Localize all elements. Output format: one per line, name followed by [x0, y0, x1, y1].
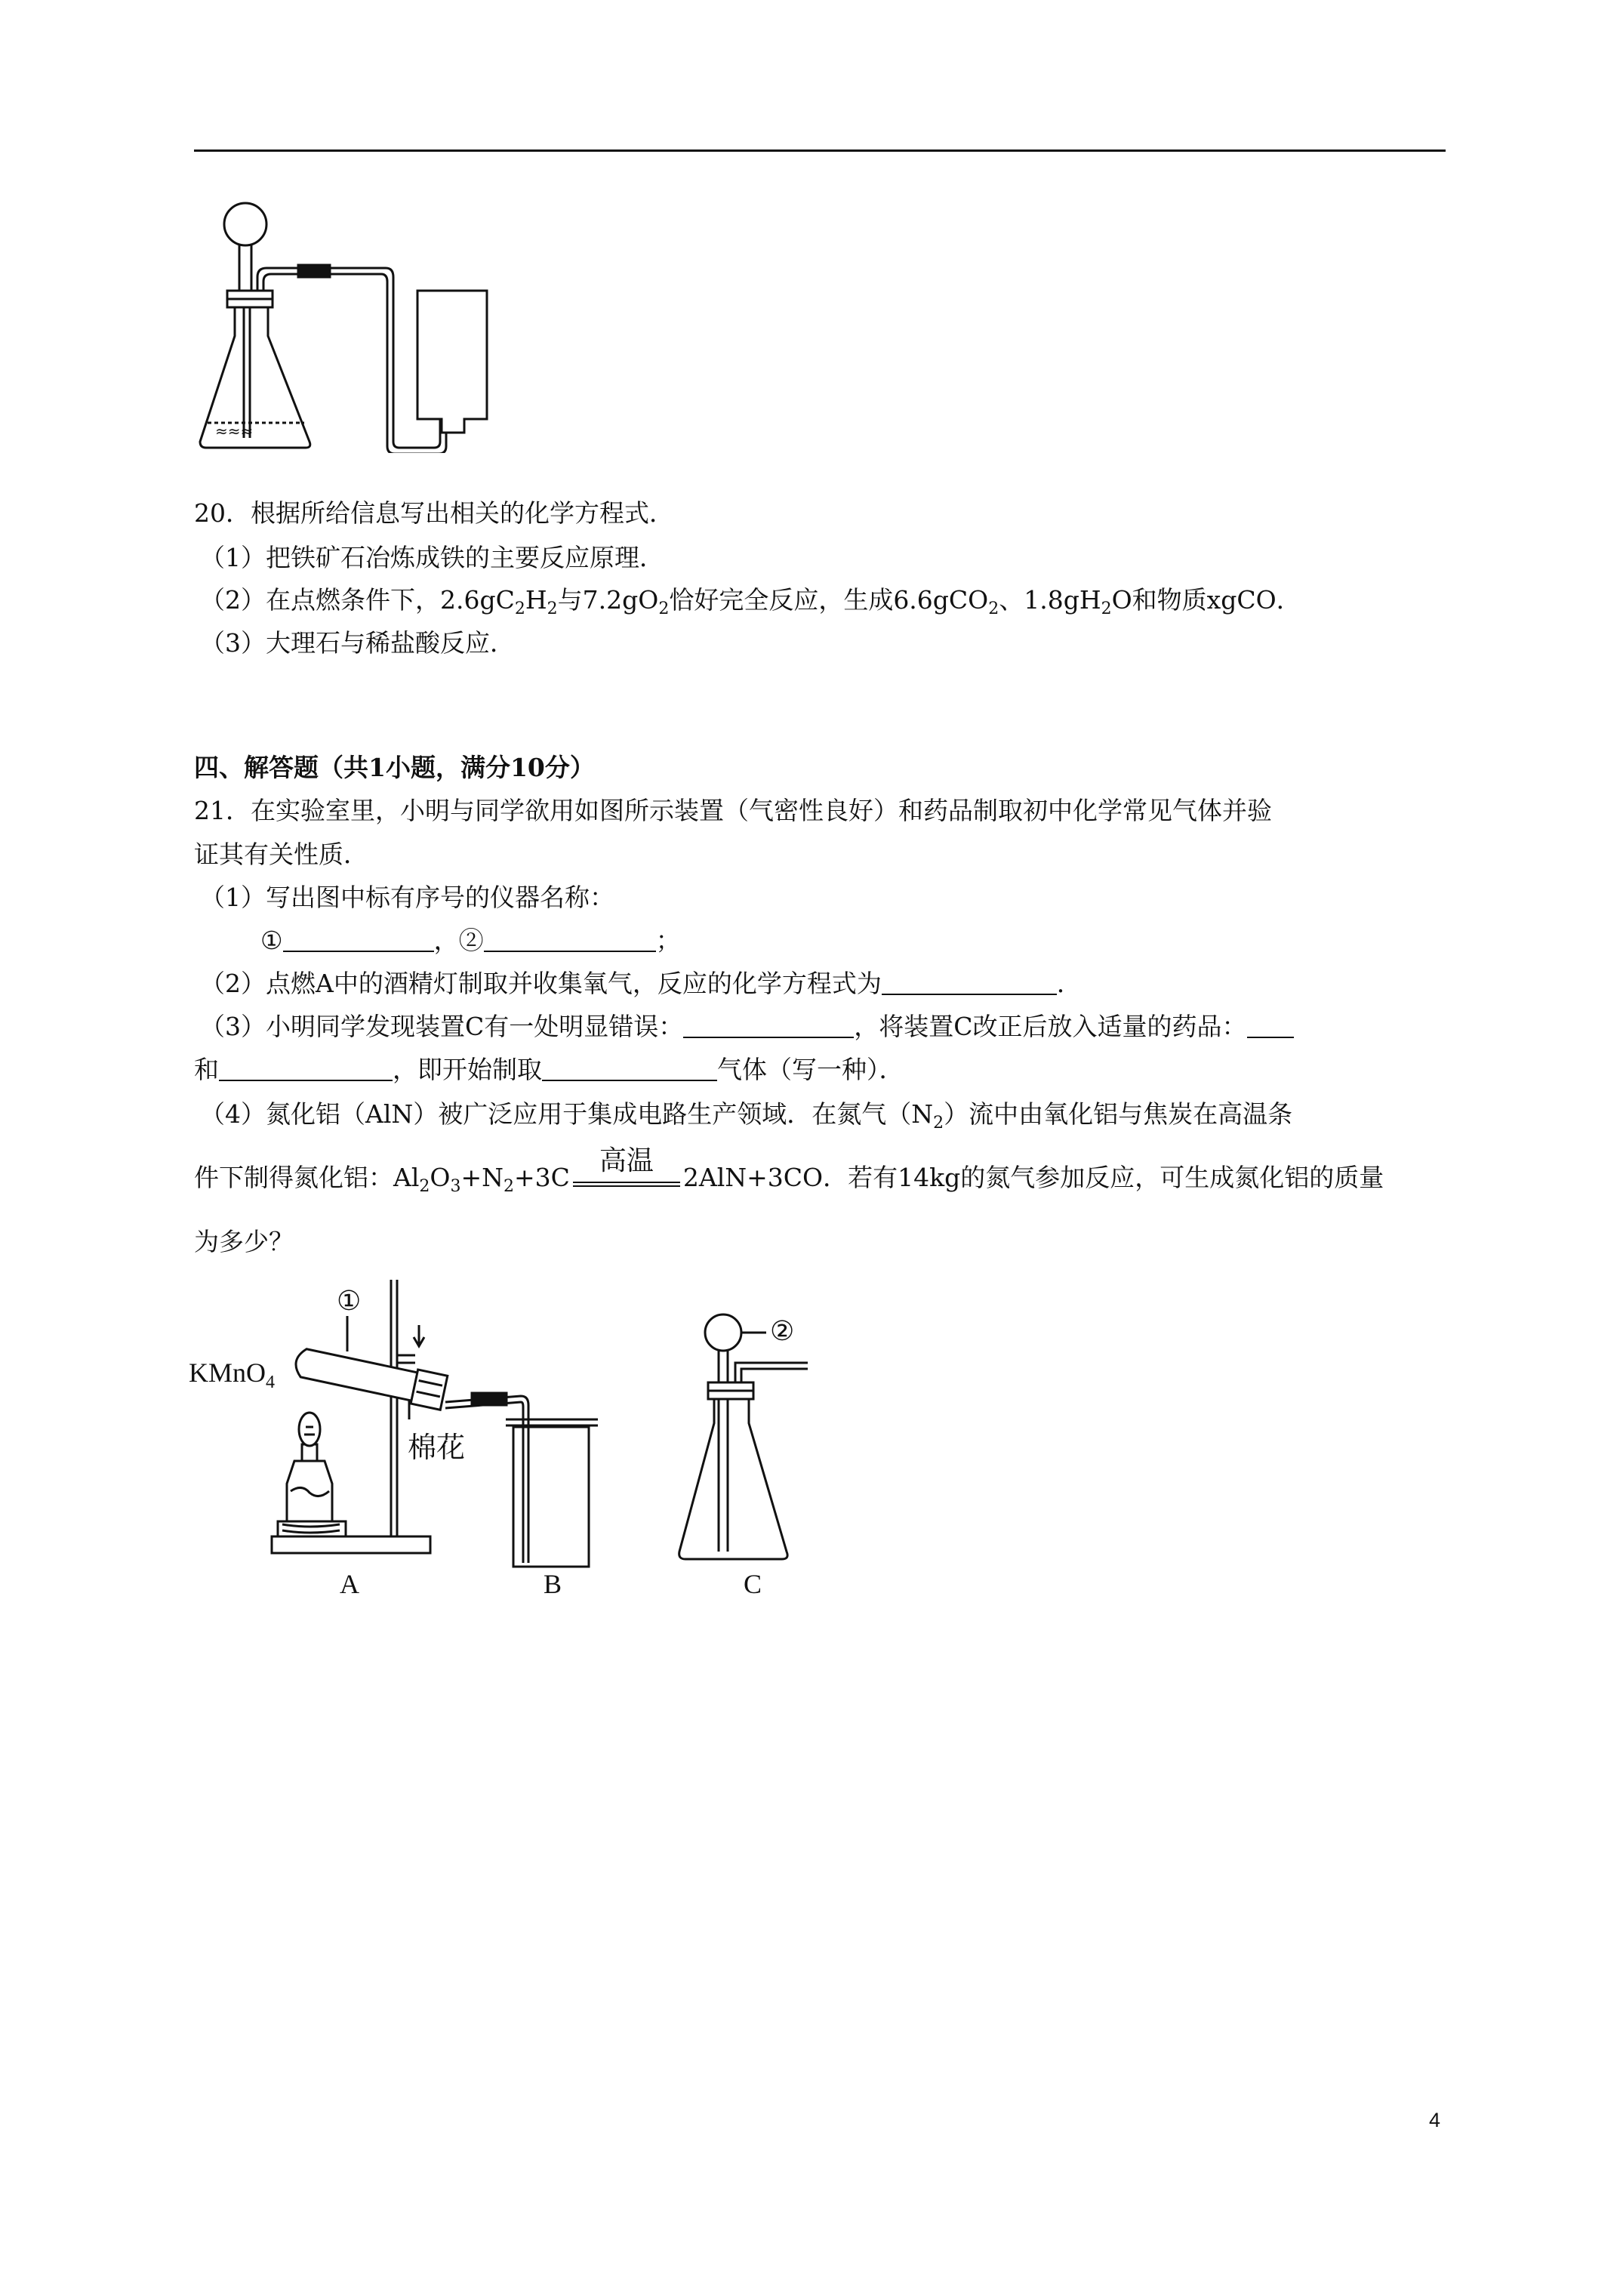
q20-part2: （2）在点燃条件下，$2.6gC_2H_2$与$7.2gO_2$恰好完全反应，生成6.6gCO$_2$、$1.8gH_2O$和物质xgCO．: [200, 585, 1301, 618]
q21-part1: （1）写出图中标有序号的仪器名称：: [200, 883, 614, 912]
q21-part1-blanks: ① ，② ；: [260, 926, 681, 955]
funnel-bulb: [224, 203, 266, 245]
iron-stand-rod: [391, 1280, 397, 1536]
q20-part3: （3）大理石与稀盐酸反应．: [200, 628, 515, 658]
apparatus-figure-abc: [189, 1272, 868, 1604]
reaction-condition: [570, 1145, 683, 1193]
conical-flask-c: [679, 1399, 787, 1559]
side-tube: [735, 1363, 808, 1382]
answer-blank-gas[interactable]: [542, 1057, 717, 1081]
q21-stem-line1: 21．在实验室里，小明与同学欲用如图所示装置（气密性良好）和药品制取初中化学常见气体并验: [194, 796, 1272, 825]
answer-blank-2[interactable]: [484, 928, 656, 952]
section4-title: 四、解答题（共1小题，满分10分）: [194, 753, 595, 782]
caption-b: B: [544, 1569, 562, 1599]
q21-part3-line1: （3）小明同学发现装置C有一处明显错误： ，将装置C改正后放入适量的药品：: [200, 1012, 1294, 1042]
answer-blank-1[interactable]: [283, 928, 434, 952]
q21-part4-equation: 件下制得氮化铝：$Al_2O_3+N_2+3C$ 高温 2AlN+3CO．若有14kg的氮气参加反应，可生成氮化铝的质量: [194, 1145, 1384, 1196]
q21-part4-line1: （4）氮化铝（AlN）被广泛应用于集成电路生产领域．在氮气$(N_2)$流中由氧化铝与焦炭在高温条: [200, 1099, 1293, 1133]
caption-c: C: [744, 1569, 762, 1599]
marker-2: ②: [770, 1316, 795, 1346]
svg-text:≈≈≈: ≈≈≈: [215, 422, 254, 440]
top-apparatus-figure: [192, 193, 510, 453]
wood-block: [278, 1521, 346, 1536]
q20-stem: 20．根据所给信息写出相关的化学方程式．: [194, 498, 674, 528]
q21-part3-line2: 和 ，即开始制取 气体（写一种）．: [194, 1055, 904, 1084]
funnel-stem: [239, 244, 251, 291]
answer-blank-error[interactable]: [683, 1014, 854, 1038]
answer-blank-reagent-2[interactable]: [219, 1057, 393, 1081]
answer-blank-reagent-1[interactable]: [1247, 1014, 1294, 1038]
gas-jar-b: [513, 1427, 589, 1567]
q20-part1: （1）把铁矿石冶炼成铁的主要反应原理．: [200, 543, 664, 572]
header-rule: [194, 149, 1446, 152]
funnel-bulb-c: [705, 1314, 741, 1351]
q21-part2: （2）点燃A中的酒精灯制取并收集氧气，反应的化学方程式为 ．: [200, 969, 1082, 998]
inverted-bottle: [417, 291, 487, 433]
test-tube: [293, 1345, 448, 1410]
page-number: 4: [1429, 2109, 1441, 2131]
answer-blank-equation[interactable]: [882, 971, 1057, 995]
caption-a: A: [340, 1569, 359, 1599]
delivery-tube: [257, 268, 440, 448]
q21-part4-end: 为多少？: [194, 1227, 294, 1256]
q21-stem-line2: 证其有关性质．: [194, 840, 368, 869]
condition-label: 高温: [599, 1145, 654, 1176]
iron-stand-base: [272, 1536, 430, 1553]
marker-1: ①: [337, 1286, 362, 1316]
kmno4-label: KMnO$_4$: [189, 1358, 276, 1392]
cotton-label: 棉花: [408, 1431, 466, 1464]
